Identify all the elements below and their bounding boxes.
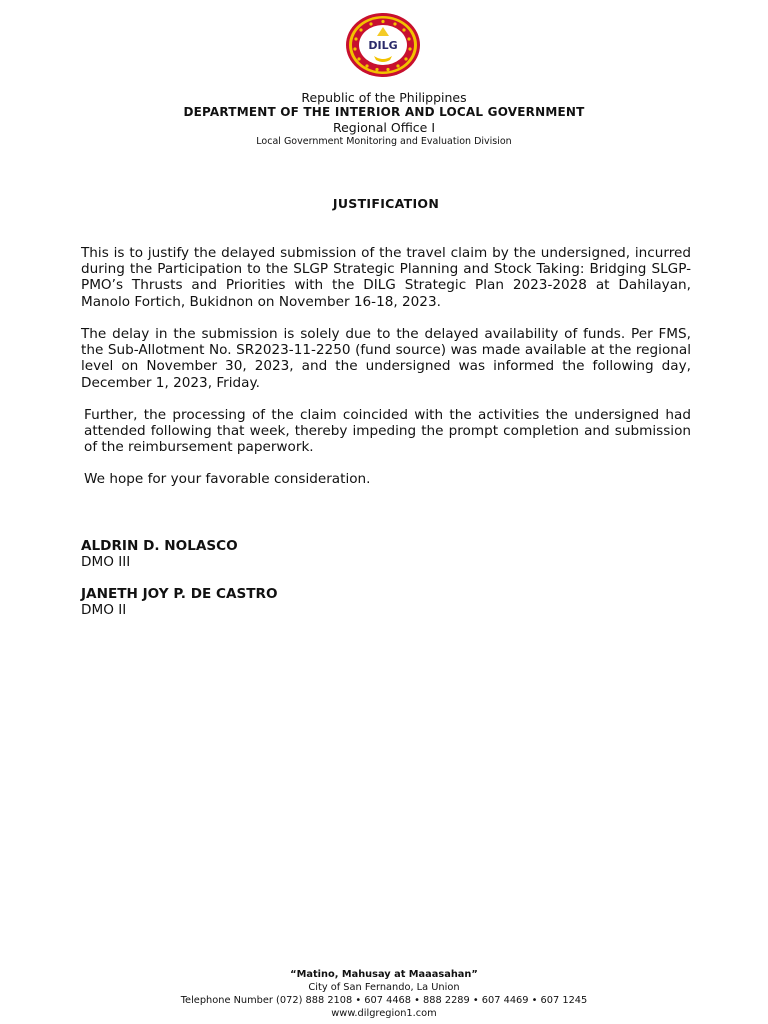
body-paragraph-4: We hope for your favorable consideration. [84, 471, 371, 487]
division-line: Local Government Monitoring and Evaluation Division [256, 136, 512, 147]
footer-motto: “Matino, Mahusay at Maaasahan” [290, 969, 478, 980]
dilg-seal-logo [344, 12, 422, 78]
signatory-position: DMO III [81, 554, 131, 570]
regional-office-line: Regional Office I [332, 120, 436, 135]
body-paragraph-3: Further, the processing of the claim coincided with the activities the undersigned had attended following that week, thereby impeding the prompt completion and submission of the reimbursement paperwork. [84, 407, 691, 456]
republic-line: Republic of the Philippines [301, 90, 467, 105]
body-paragraph-1: This is to justify the delayed submission of the travel claim by the undersigned, incurred during the Participation to the SLGP Strategic Planning and Stock Taking: Bridging SLGP-PMO’s Thrusts and Priorities with the DILG Strategic Plan 2023-2028 at Dahilayan, Manolo Fortich, Bukidnon on November 16-18, 2023. [81, 245, 691, 310]
footer-telephone: Telephone Number (072) 888 2108 • 607 4468 • 888 2289 • 607 4469 • 607 1245 [180, 995, 588, 1006]
logo-text: DILG [368, 39, 398, 52]
signatory-name: JANETH JOY P. DE CASTRO [81, 586, 278, 602]
signatory-name: ALDRIN D. NOLASCO [81, 538, 238, 554]
body-paragraph-2: The delay in the submission is solely due to the delayed availability of funds. Per FMS, the Sub-Allotment No. SR2023-11-2250 (fund source) was made available at the regional level on November 30, 2023, and the undersigned was informed the following day, December 1, 2023, Friday. [81, 326, 691, 391]
footer-website[interactable]: www.dilgregion1.com [331, 1008, 437, 1019]
signatory-block-2 [81, 586, 278, 618]
footer [0, 968, 768, 1020]
document-title: JUSTIFICATION [332, 196, 440, 211]
footer-city: City of San Fernando, La Union [308, 982, 460, 993]
letterhead [0, 90, 768, 148]
signatory-position: DMO II [81, 602, 127, 618]
signatory-block-1 [81, 538, 238, 570]
department-line: DEPARTMENT OF THE INTERIOR AND LOCAL GOVERNMENT [183, 105, 585, 119]
